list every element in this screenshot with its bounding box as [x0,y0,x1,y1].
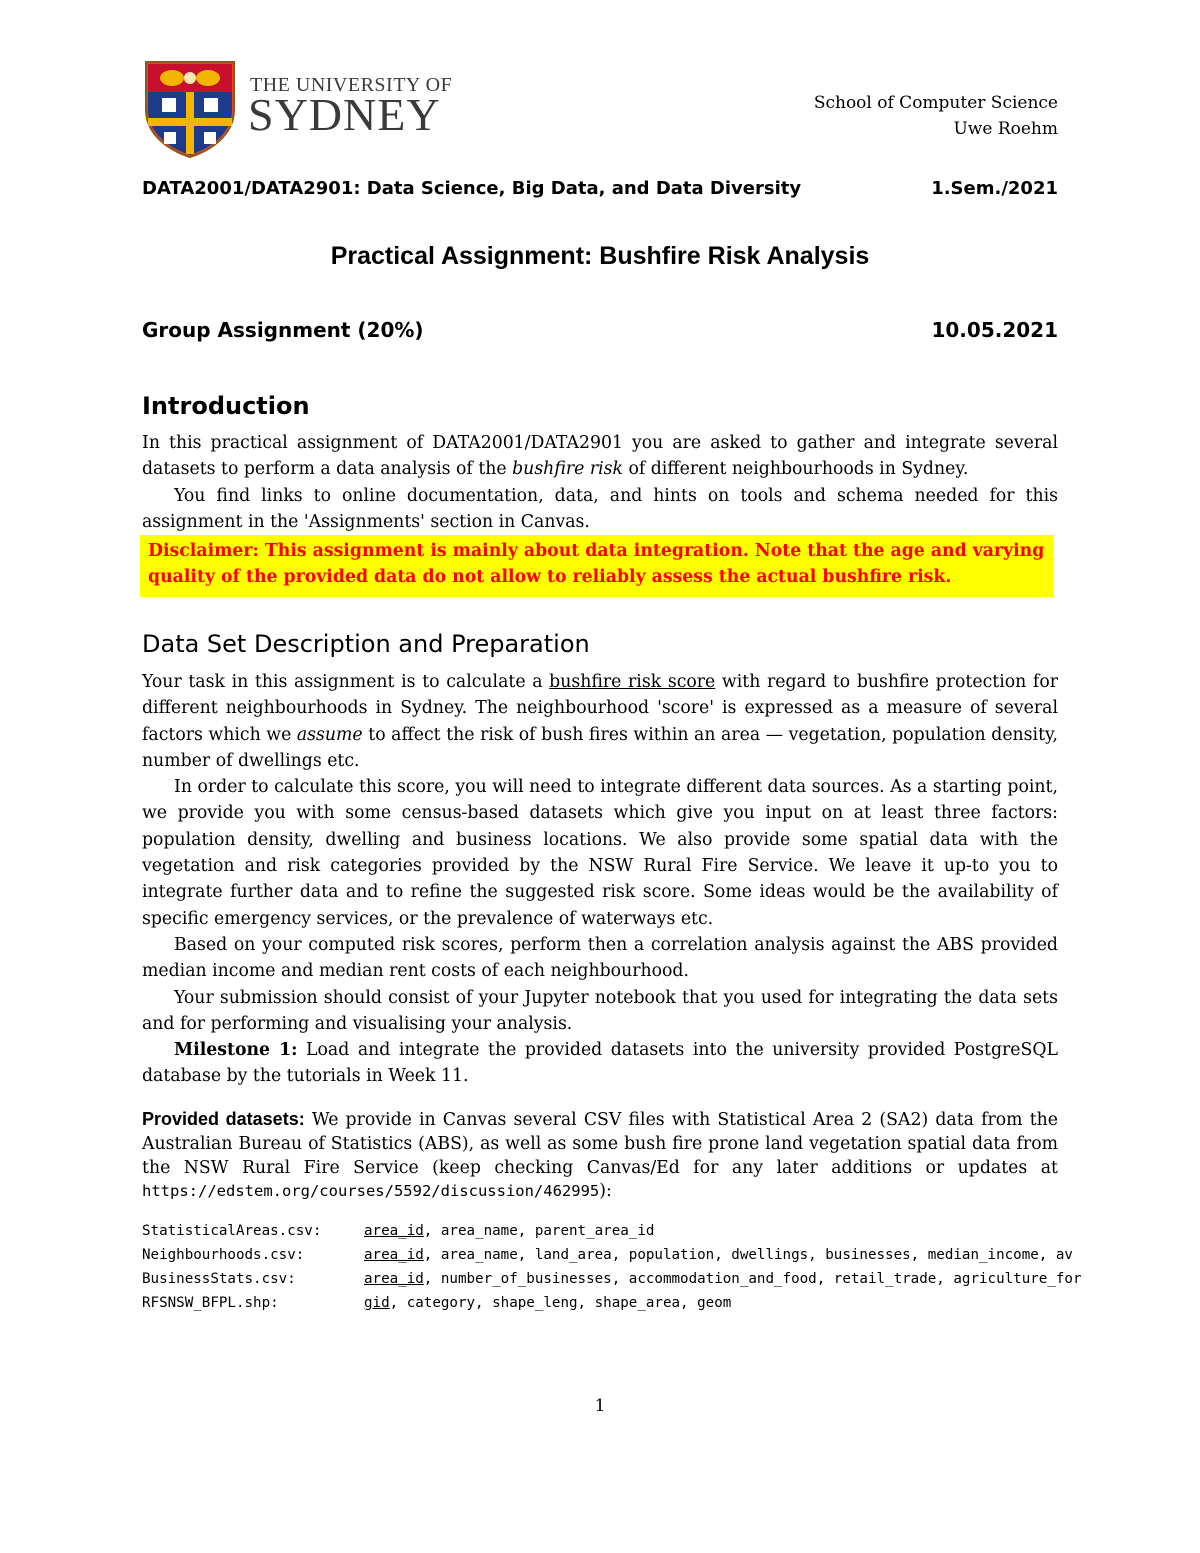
data-section-heading: Data Set Description and Preparation [142,630,590,658]
file-key: area_id [364,1247,424,1263]
file-name: BusinessStats.csv: [142,1271,296,1287]
page-number: 1 [594,1396,606,1416]
provided-datasets-end: ): [599,1181,612,1202]
course-title: DATA2001/DATA2901: Data Science, Big Data, and Data Diversity [142,178,802,199]
provided-datasets [142,1108,1058,1204]
file-key: area_id [364,1271,424,1287]
file-key: gid [364,1295,390,1311]
file-columns: , number_of_businesses, accommodation_and_food, retail_trade, agriculture_for [423,1271,1082,1287]
file-columns: , area_name, parent_area_id [423,1223,655,1239]
provided-datasets-text: We provide in Canvas several CSV files with Statistical Area 2 (SA2) data from the Australian Bureau of Statistics (ABS), as well as some bush fire prone land vegetation spatial data from the NSW Rural Fire Service (keep checking Canvas/Ed for any later additions or updates at [142,1110,1058,1178]
risk-score-term: bushfire risk score [549,672,716,692]
crest-icon [140,58,240,158]
semester: 1.Sem./2021 [931,178,1058,199]
author-name: Uwe Roehm [953,119,1058,139]
file-row [142,1247,1073,1263]
disclaimer-box [140,535,1054,597]
file-key: area_id [364,1223,424,1239]
data-emphasis: assume [296,724,363,745]
data-text: to affect the risk of bush fires within an area — vegetation, population density, number of dwellings etc. [142,724,1058,771]
logo-small-text: THE UNIVERSITY OF [250,74,453,96]
file-name: StatisticalAreas.csv: [142,1223,322,1239]
data-paragraph-4: Your submission should consist of your Jupyter notebook that you used for integrating the data sets and for performing and visualising your analysis. [142,987,1058,1034]
file-row [142,1271,1082,1287]
file-columns: , area_name, land_area, population, dwellings, businesses, median_income, av [423,1247,1073,1263]
data-paragraph-1 [142,669,1058,774]
file-name: Neighbourhoods.csv: [142,1247,305,1263]
file-row [142,1223,654,1239]
data-paragraph-2: In order to calculate this score, you will need to integrate different data sources. As a starting point, we provide you with some census-based datasets which give you input on at least three factors: population density, dwelling and business locations. We also provide some spatial data with the vegetation and risk categories provided by the NSW Rural Fire Service. We leave it up-to you to integrate further data and to refine the suggested risk score. Some ideas would be the availability of specific emergency services, or the prevalence of waterways etc. [142,777,1058,929]
file-row [142,1295,731,1311]
provided-datasets-label: Provided datasets: [142,1109,305,1129]
introduction-heading: Introduction [142,392,310,420]
disclaimer-text: Disclaimer: This assignment is mainly about data integration. Note that the age and varying quality of the provided data do not allow to reliably assess the actual bushfire risk. [148,541,1045,588]
data-text: Your task in this assignment is to calculate a [142,672,550,692]
milestone-paragraph [142,1037,1058,1090]
data-paragraph-3: Based on your computed risk scores, perform then a correlation analysis against the ABS provided median income and median rent costs of each neighbourhood. [142,934,1058,982]
logo-main-text: SYDNEY [248,89,441,140]
data-text: with regard to bushfire protection for different neighbourhoods in Sydney. The neighbourhood 'score' is expressed as a measure of several factors which we [142,672,1058,745]
data-section-body [142,669,1058,1090]
file-columns: , category, shape_leng, shape_area, geom [389,1295,732,1311]
discussion-url[interactable]: https://edstem.org/courses/5592/discussion/462995 [142,1182,600,1201]
intro-text: of different neighbourhoods in Sydney. [622,459,969,480]
school-info [814,90,1058,142]
intro-emphasis: bushfire risk [512,459,623,480]
page-title: Practical Assignment: Bushfire Risk Analysis [330,242,870,270]
intro-paragraph-1 [142,430,1058,483]
university-logo [140,58,453,158]
due-date: 10.05.2021 [931,318,1058,342]
file-name: RFSNSW_BFPL.shp: [142,1295,279,1311]
milestone-label: Milestone 1: [174,1040,298,1061]
intro-paragraph-2: You find links to online documentation, data, and hints on tools and schema needed for this assignment in the 'Assignments' section in Canvas. [142,485,1058,532]
milestone-text: Load and integrate the provided datasets into the university provided PostgreSQL database by the tutorials in Week 11. [142,1040,1058,1087]
assignment-type: Group Assignment (20%) [142,318,424,342]
introduction-body [142,430,1058,535]
intro-text: In this practical assignment of DATA2001/DATA2901 you are asked to gather and integrate several datasets to perform a data analysis of the [142,433,1058,480]
school-name: School of Computer Science [813,93,1058,113]
